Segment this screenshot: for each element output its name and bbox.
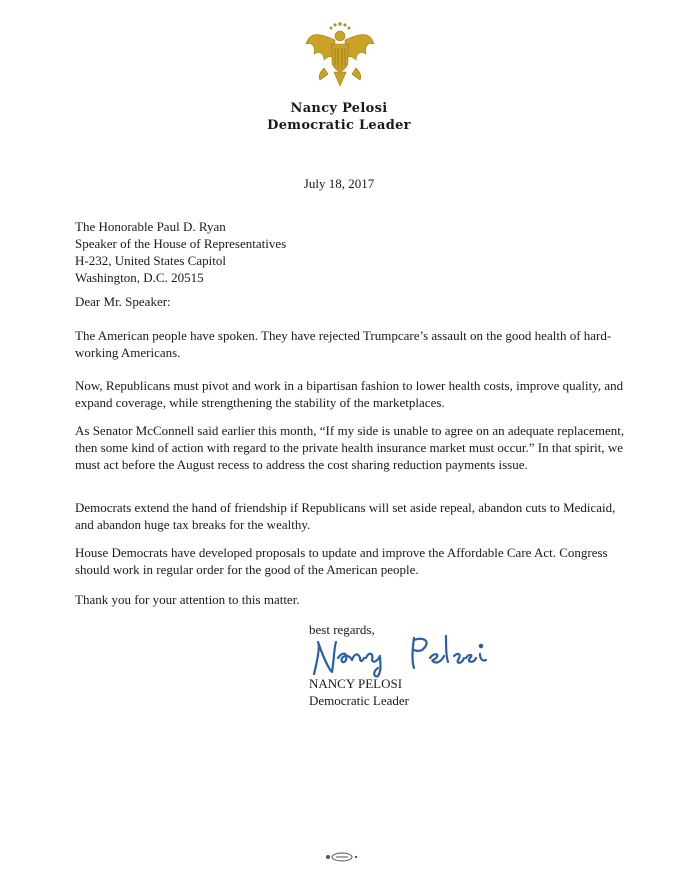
letterhead-title: Democratic Leader xyxy=(267,118,411,133)
signer-title: Democratic Leader xyxy=(309,693,409,708)
body-paragraph: Democrats extend the hand of friendship if Republicans will set aside repeal, abandon cuts to Medicaid, and abandon huge tax breaks for the wealthy. xyxy=(75,500,616,532)
salutation: Dear Mr. Speaker: xyxy=(75,294,171,309)
closing: best regards, xyxy=(309,622,375,637)
recipient-line: Speaker of the House of Representatives xyxy=(75,236,287,251)
body-paragraph: As Senator McConnell said earlier this month, “If my side is unable to agree on an adequate replacement, then some kind of action with regard to the private health insurance market must occur.” In that spirit, we must act before the August recess to address the cost sharing reduction payments issue. xyxy=(75,423,625,472)
body-paragraph: House Democrats have developed proposals to update and improve the Affordable Care Act. Congress should work in regular order for the good of the American people. xyxy=(75,545,608,577)
union-label-icon xyxy=(322,851,362,863)
letterhead-name: Nancy Pelosi xyxy=(290,101,388,116)
body-paragraph: Now, Republicans must pivot and work in a bipartisan fashion to lower health costs, improve quality, and expand coverage, while strengthening the stability of the marketplaces. xyxy=(75,378,624,410)
recipient-line: H-232, United States Capitol xyxy=(75,253,226,268)
eagle-seal-icon xyxy=(302,16,378,96)
recipient-line: Washington, D.C. 20515 xyxy=(75,270,204,285)
letter-date: July 18, 2017 xyxy=(303,176,375,191)
handwritten-signature xyxy=(308,628,508,680)
recipient-address xyxy=(75,218,635,286)
recipient-line: The Honorable Paul D. Ryan xyxy=(75,219,226,234)
body-paragraph: Thank you for your attention to this matter. xyxy=(75,592,300,607)
signer-name: NANCY PELOSI xyxy=(309,676,403,691)
body-paragraph: The American people have spoken. They have rejected Trumpcare’s assault on the good health of hard-working Americans. xyxy=(75,328,612,360)
